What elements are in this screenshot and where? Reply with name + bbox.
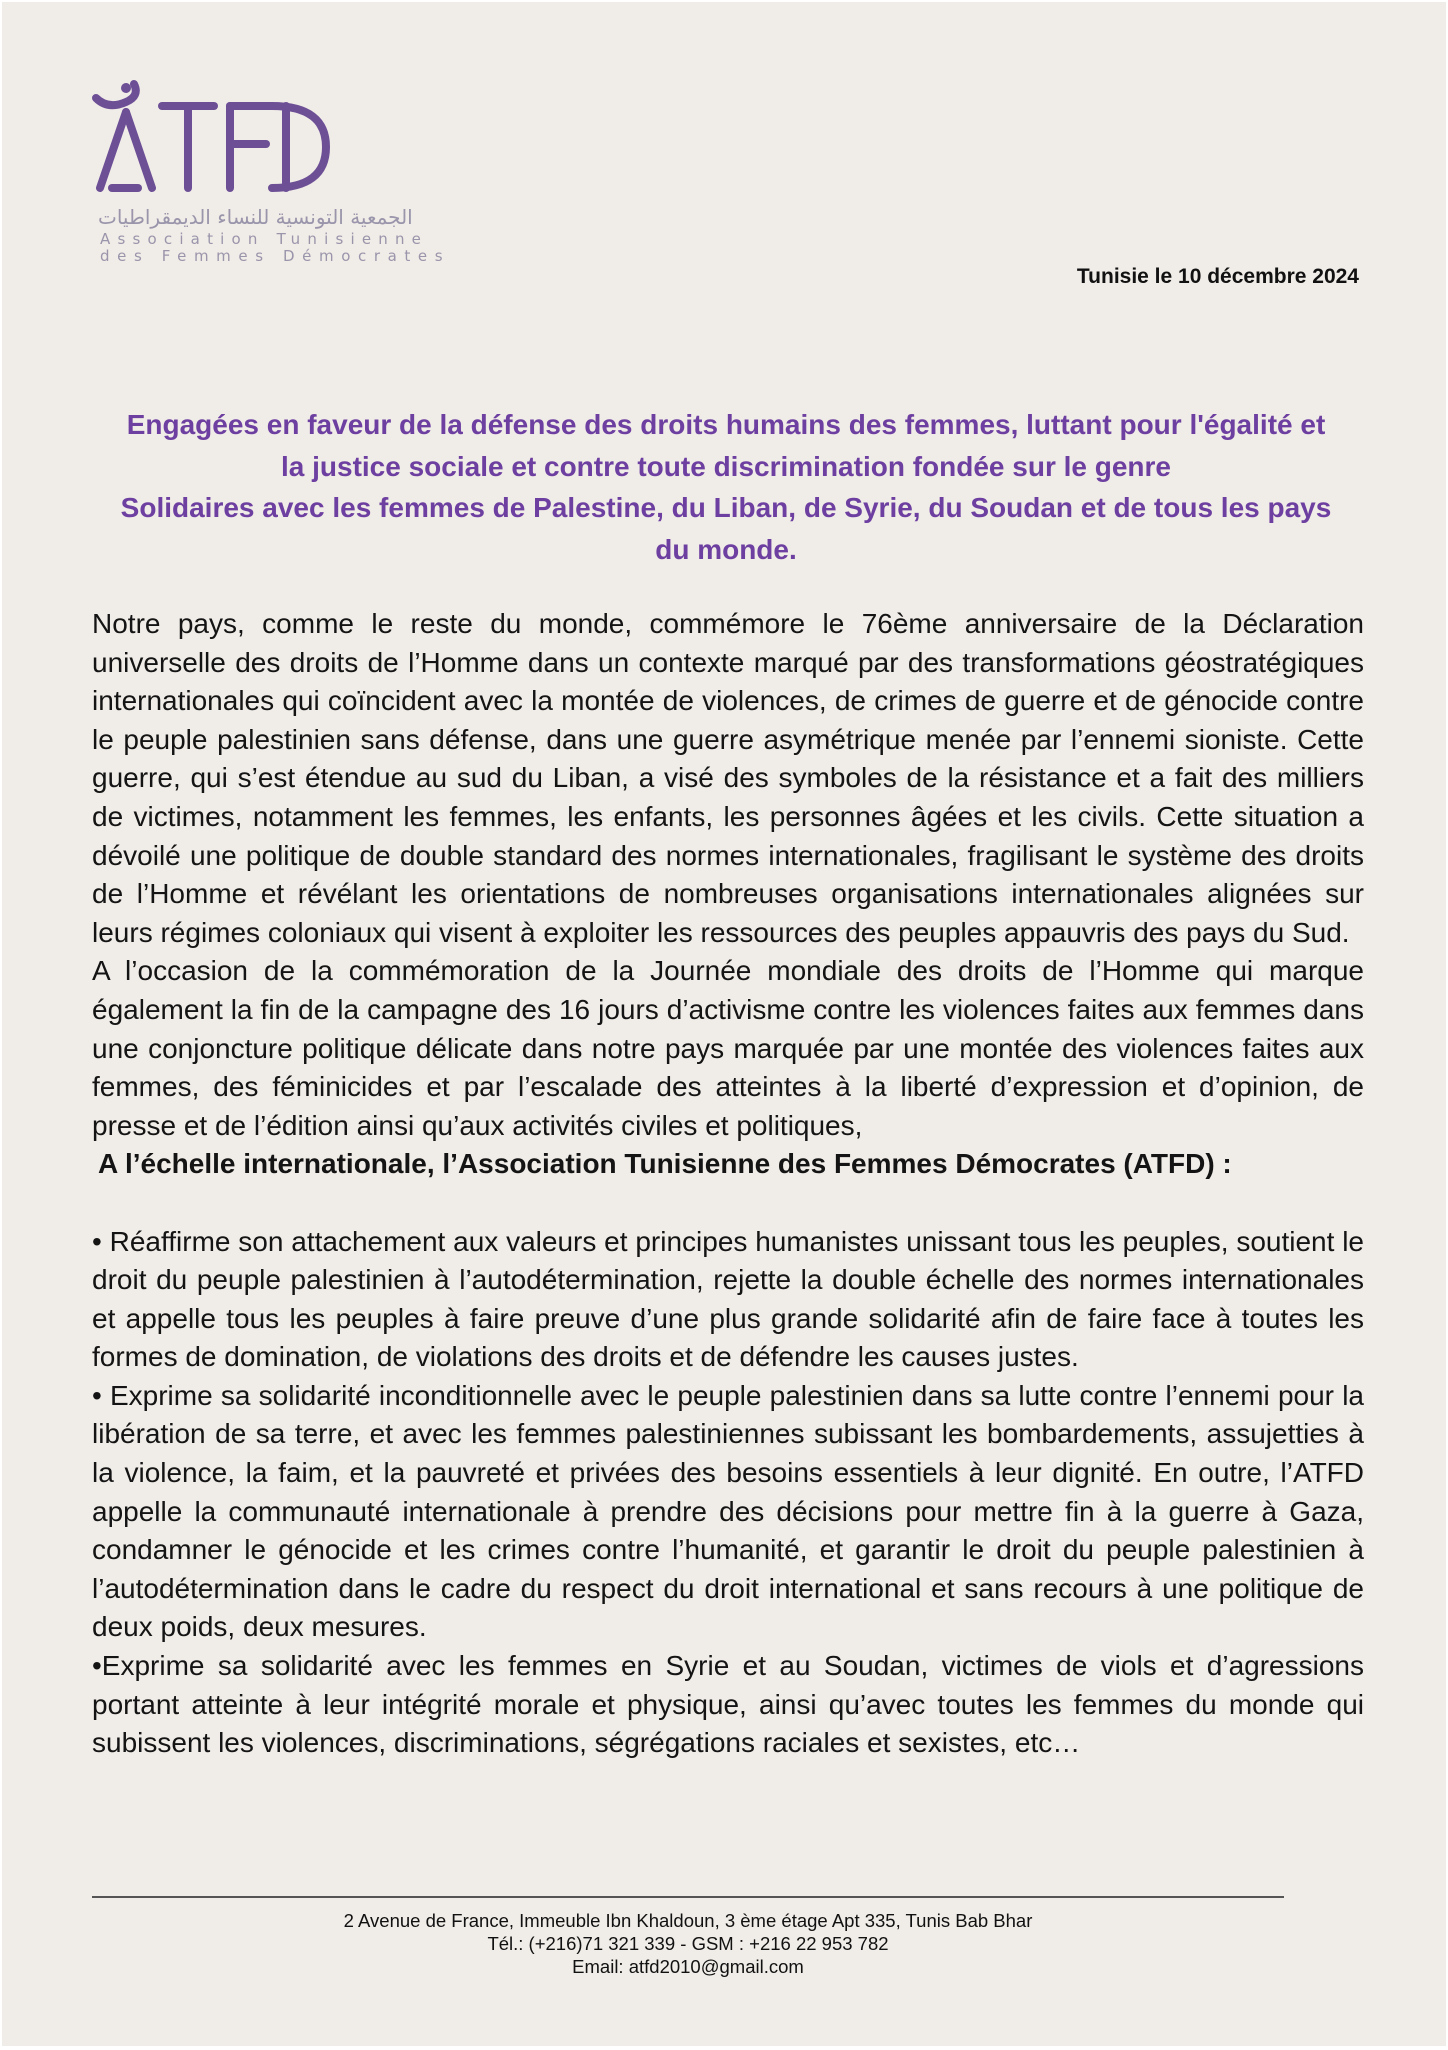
footer-divider — [92, 1896, 1284, 1898]
atfd-logo — [90, 70, 451, 270]
logo-arabic-text: الجمعية التونسية للنساء الديمقراطيات — [98, 205, 413, 229]
paragraph-international-heading: A l’échelle internationale, l’Association Tunisienne des Femmes Démocrates (ATFD) : — [98, 1148, 1232, 1180]
document-date: Tunisie le 10 décembre 2024 — [1076, 265, 1359, 288]
bullet-reaffirme: • Réaffirme son attachement aux valeurs et principes humanistes unissant tous les peuples, soutient le droit du peuple palestinien à l’autodétermination, rejette la double échelle des normes internationales et appelle tous les peuples à faire preuve d’une plus grande solidarité afin de faire face à toutes les formes de domination, de violations des droits et de défendre les causes justes. — [92, 1225, 1364, 1373]
footer — [92, 1909, 1284, 1978]
footer-address: 2 Avenue de France, Immeuble Ibn Khaldoun, 3 ème étage Apt 335, Tunis Bab Bhar — [343, 1910, 1033, 1931]
headline-line-1: Engagées en faveur de la défense des droits humains des femmes, luttant pour l'égalité et — [126, 409, 1326, 440]
paragraph-context: Notre pays, comme le reste du monde, commémore le 76ème anniversaire de la Déclaration universelle des droits de l’Homme dans un contexte marqué par des transformations géostratégiques internationales qui coïncident avec la montée de violences, de crimes de guerre et de génocide contre le peuple palestinien sans défense, dans une guerre asymétrique menée par l’ennemi sioniste. Cette guerre, qui s’est étendue au sud du Liban, a visé des symboles de la résistance et a fait des milliers de victimes, notamment les femmes, les enfants, les personnes âgées et les civils. Cette situation a dévoilé une politique de double standard des normes internationales, fragilisant le système des droits de l’Homme et révélant les orientations de nombreuses organisations internationales alignées sur leurs régimes coloniaux qui visent à exploiter les ressources des peuples appauvris des pays du Sud. — [92, 608, 1364, 948]
bullet-solidarite-palestine: • Exprime sa solidarité inconditionnelle avec le peuple palestinien dans sa lutte contre l’ennemi pour la libération de sa terre, et avec les femmes palestiniennes subissant les bombardements, assujetties à la violence, la faim, et la pauvreté et privées des besoins essentiels à leur dignité. En outre, l’ATFD appelle la communauté internationale à prendre des décisions pour mettre fin à la guerre à Gaza, condamner le génocide et les crimes contre l’humanité, et garantir le droit du peuple palestinien à l’autodétermination dans le cadre du respect du droit international et sans recours à une politique de deux poids, deux mesures. — [92, 1379, 1364, 1643]
headline-line-4: du monde. — [655, 533, 797, 565]
headline-line-2: la justice sociale et contre toute discrimination fondée sur le genre — [280, 450, 1171, 482]
document-page — [2, 2, 1446, 2046]
headline-line-3: Solidaires avec les femmes de Palestine, du Liban, de Syrie, du Soudan et de tous les pays — [120, 492, 1332, 523]
logo-subtitle-line-1: Association Tunisienne — [100, 230, 429, 248]
headline — [90, 404, 1362, 570]
bullet-solidarite-syrie-soudan: •Exprime sa solidarité avec les femmes en Syrie et au Soudan, victimes de viols et d’agressions portant atteinte à leur intégrité morale et physique, ainsi qu’avec toutes les femmes du monde qui subissent les violences, discriminations, ségrégations raciales et sexistes, etc… — [92, 1650, 1364, 1759]
logo-subtitle-line-2: des Femmes Démocrates — [100, 247, 451, 265]
paragraph-occasion: A l’occasion de la commémoration de la Journée mondiale des droits de l’Homme qui marque également la fin de la campagne des 16 jours d’activisme contre les violences faites aux femmes dans une conjoncture politique délicate dans notre pays marquée par une montée des violences faites aux femmes, des féminicides et par l’escalade des atteintes à la liberté d’expression et d’opinion, de presse et de l’édition ainsi qu’aux activités civiles et politiques, — [92, 955, 1364, 1141]
spacer — [92, 1184, 1364, 1223]
document-body — [92, 605, 1364, 1763]
atfd-logo-mark — [90, 70, 330, 200]
footer-email: Email: atfd2010@gmail.com — [572, 1956, 804, 1977]
footer-phone: Tél.: (+216)71 321 339 - GSM : +216 22 953 782 — [487, 1933, 889, 1954]
